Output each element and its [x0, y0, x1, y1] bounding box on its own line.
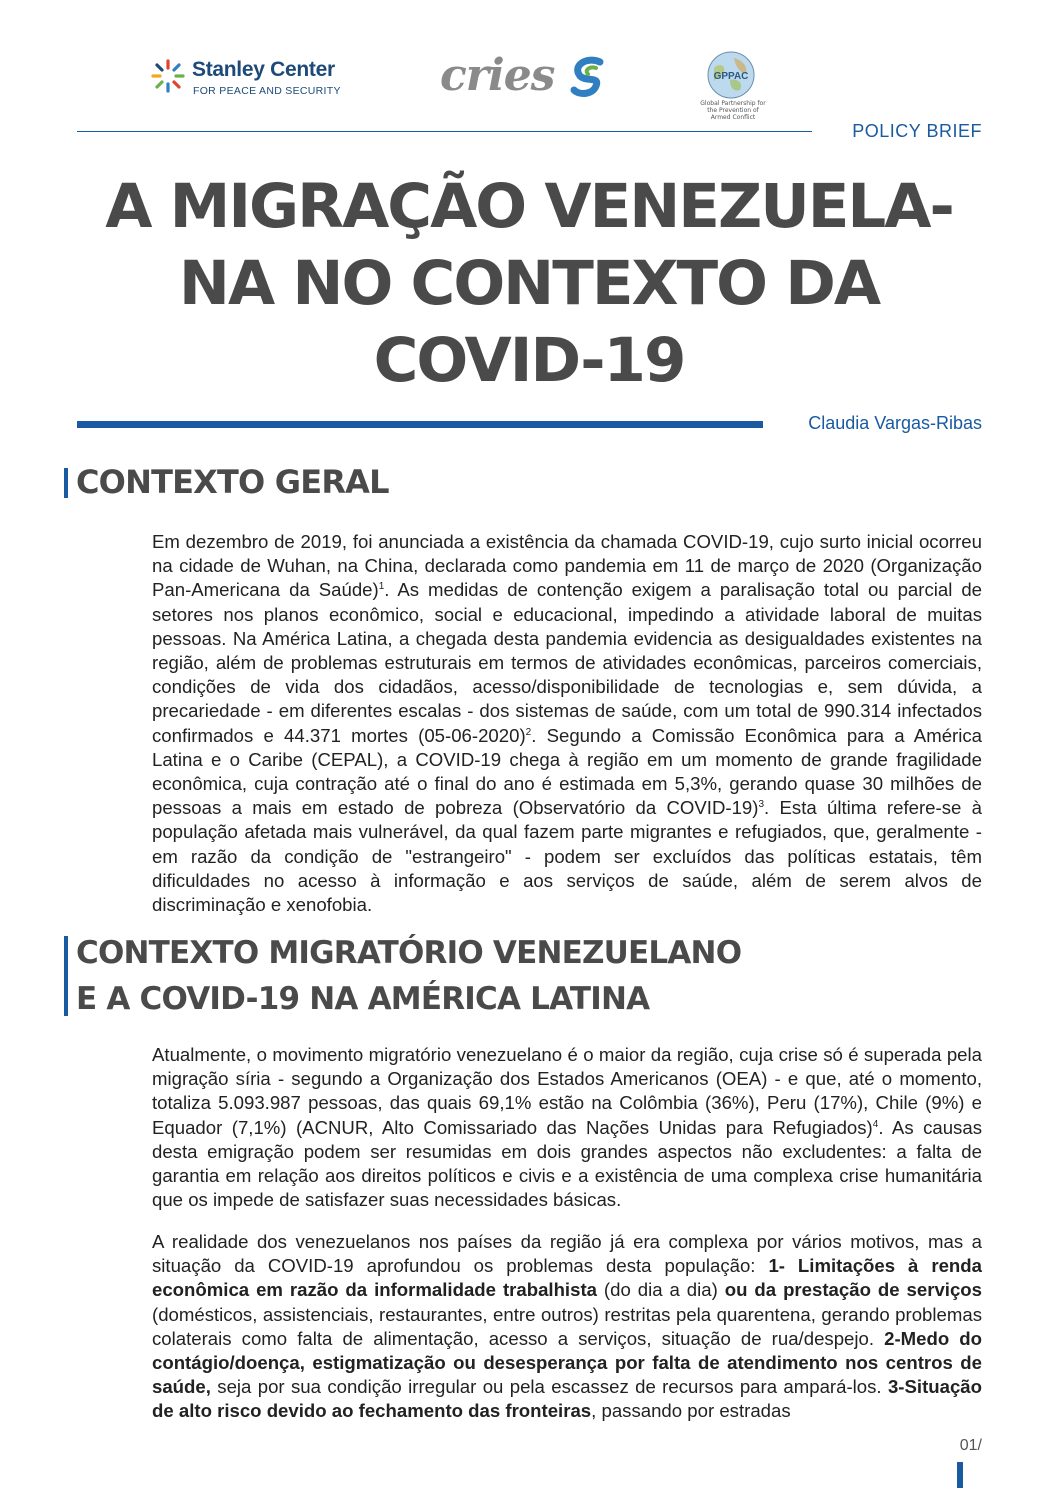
title-line-1: A MIGRAÇÃO VENEZUELA-: [105, 171, 953, 242]
section-heading-line-1: CONTEXTO MIGRATÓRIO VENEZUELANO: [76, 935, 742, 971]
footnote-ref: 2: [525, 726, 532, 738]
paragraph-bold-text: ou da prestação de serviços: [724, 1279, 982, 1301]
paragraph-text: . As causas desta emigração podem ser resumidas em dois grandes aspectos não excludentes: a falta de garantia em relação aos direitos políticos e civis e a existência de uma complexa crise humanitária que os impede de satisfazer suas necessidades básicas.: [152, 1116, 982, 1211]
paragraph-bold-text: 3-Situação de alto risco devido ao fechamento das fronteiras: [152, 1376, 982, 1422]
stanley-center-logo: [150, 56, 350, 102]
paragraph-text: . As medidas de contenção exigem a paralisação total ou parcial de setores nos planos econômico, social e educacional, impedindo a atividade laboral de muitas pessoas. Na América Latina, a chegada desta pandemia evidencia as desigualdades existentes na região, além de problemas estruturais em termos de atividades econômicas, parceiros comerciais, condições de vida dos cidadãos, acesso/disponibilidade de tecnologias e, sem dúvida, a precariedade - em diferentes escalas - dos sistemas de saúde, com um total de 990.314 infectados confirmados e 44.371 mortes (05-06-2020): [152, 579, 982, 746]
heading-accent-bar: [64, 468, 68, 498]
page-marker-bar: [957, 1462, 963, 1488]
section-heading-contexto-geral: [64, 462, 389, 502]
heading-accent-bar: [64, 936, 68, 1016]
paragraph-text: . Esta última refere-se à população afetada mais vulnerável, da qual fazem parte migrantes e refugiados, que, geralmente - em razão da condição de "estrangeiro" - podem ser excluídos das políticas estatais, têm dificuldades no acesso à informação e aos serviços de saúde, além de serem alvos de discriminação e xenofobia.: [152, 797, 982, 916]
page-title: [40, 168, 1018, 399]
title-line-3: COVID-19: [373, 325, 685, 396]
gppac-logo: [700, 50, 770, 121]
paragraph-contexto-geral: [152, 530, 982, 917]
paragraph-text: seja por sua condição irregular ou pela escassez de recursos para ampará-los.: [210, 1376, 888, 1398]
paragraph-text: , passando por estradas: [591, 1400, 791, 1422]
document-type-label: POLICY BRIEF: [852, 121, 982, 141]
svg-text:GPPAC: GPPAC: [713, 71, 749, 82]
page-number: 01/: [959, 1437, 982, 1454]
paragraph-bold-text: 2-Medo do contágio/doença, estigmatização ou desesperança por falta de atendimento nos centros de saúde,: [152, 1327, 982, 1398]
paragraph-realidade-venezuelanos: [152, 1230, 982, 1424]
section-heading-contexto-migratorio: [64, 930, 741, 1022]
footnote-ref: 1: [378, 581, 385, 593]
footnote-ref: 3: [758, 799, 765, 811]
cries-swirl-icon: [566, 54, 612, 100]
paragraph-text: Em dezembro de 2019, foi anunciada a existência da chamada COVID-19, cujo surto inicial ocorreu na cidade de Wuhan, na China, declarada como pandemia em 11 de março de 2020 (Organização Pan-Americana da Saúde): [152, 531, 982, 601]
section-heading-text: CONTEXTO GERAL: [76, 463, 389, 501]
cries-wordmark: cries: [440, 50, 555, 101]
paragraph-text: . Segundo a Comissão Econômica para a América Latina e o Caribe (CEPAL), a COVID-19 chega à região em um momento de grande fragilidade econômica, cuja contração até o final do ano é estimada em 5,3%, gerando quase 30 milhões de pessoas a mais em estado de pobreza (Observatório da COVID-19): [152, 724, 982, 819]
paragraph-text: Atualmente, o movimento migratório venezuelano é o maior da região, cuja crise só é superada pela migração síria - segundo a Organização dos Estados Americanos (OEA) - e que, até o momento, totaliza 5.093.987 pessoas, das quais 69,1% estão na Colômbia (36%), Peru (17%), Chile (9%) e Equador (7,1%) (ACNUR, Alto Comissariado das Nações Unidas para Refugiados): [152, 1044, 982, 1138]
title-divider-bar: [77, 421, 763, 428]
section-heading-line-2: E A COVID-19 NA AMÉRICA LATINA: [76, 981, 650, 1017]
header-divider: [77, 131, 812, 132]
stanley-center-mark-icon: [150, 58, 186, 94]
footnote-ref: 4: [872, 1118, 879, 1130]
author-name: Claudia Vargas-Ribas: [808, 413, 982, 433]
paragraph-text: A realidade dos venezuelanos nos países da região já era complexa por vários motivos, mas a situação da COVID-19 aprofundou os problemas desta população:: [152, 1231, 982, 1277]
paragraph-bold-text: 1- Limitações à renda econômica em razão da informalidade trabalhista: [152, 1255, 982, 1301]
stanley-center-name: Stanley Center: [192, 58, 335, 81]
paragraph-text: (do dia a dia): [596, 1279, 725, 1301]
gppac-subtitle: Global Partnership for the Prevention of Armed Conflict: [700, 100, 766, 121]
paragraph-text: (domésticos, assistenciais, restaurantes, entre outros) restritas pela quarentena, gerando problemas colaterais como falta de alimentação, acesso a serviços, situação de rua/despejo.: [152, 1303, 982, 1349]
stanley-center-tagline: FOR PEACE AND SECURITY: [193, 85, 341, 97]
cries-logo: [440, 50, 620, 108]
gppac-globe-icon: [706, 50, 756, 100]
title-line-2: NA NO CONTEXTO DA: [178, 248, 880, 319]
paragraph-migracao-atual: [152, 1043, 982, 1212]
